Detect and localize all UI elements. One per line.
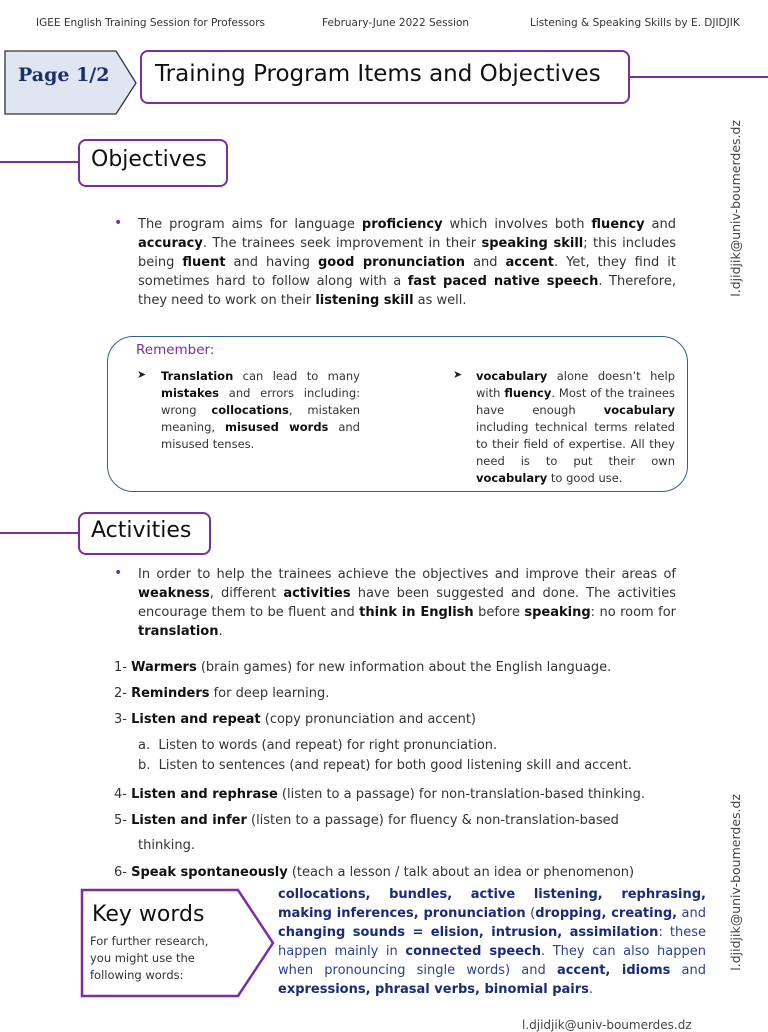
keywords-heading: Key words [92,902,205,927]
objectives-heading: Objectives [91,147,207,172]
header-center: February-June 2022 Session [322,17,470,29]
activity-subitem-b [138,758,632,773]
side-email-bottom: l.djidjik@univ-boumerdes.dz [728,794,743,971]
activity-item-1: 1- Warmers (brain games) for new information about the English language. [114,660,612,675]
activity-item-2: 2- Reminders for deep learning. [114,686,330,701]
page-title: Training Program Items and Objectives [155,61,601,87]
side-email-top: l.djidjik@univ-boumerdes.dz [728,120,743,297]
subitem-a-letter: a. [138,738,151,753]
activity-item-5-cont: thinking. [138,838,195,853]
remember-right-text: vocabulary alone doesn’t help with fluency. Most of the trainees have enough vocabulary including technical terms related to their field of expertise. All they need is to put their own vocabulary to good use. [476,369,675,485]
remember-right-arrow-icon: ➤ [453,368,463,381]
activity-subitem-a [138,738,497,753]
activities-heading: Activities [91,518,192,543]
activity-item-6: 6- Speak spontaneously (teach a lesson / talk about an idea or phenomenon) [114,865,635,880]
activity-item-3: 3- Listen and repeat (copy pronunciation and accent) [114,712,476,727]
remember-left-text: Translation can lead to many mistakes and errors including: wrong collocations, mistaken meaning, misused words and misused tenses. [161,369,360,451]
objectives-line [0,161,80,163]
subitem-b-text: Listen to sentences (and repeat) for both good listening skill and accent. [158,758,632,773]
footer-email: l.djidjik@univ-boumerdes.dz [522,1018,692,1032]
subitem-a-text: Listen to words (and repeat) for right pronunciation. [158,738,498,753]
activities-bullet: • [114,565,123,581]
activity-item-5: 5- Listen and infer (listen to a passage) for fluency & non-translation-based [114,813,619,828]
title-line [628,76,768,78]
activity-item-4: 4- Listen and rephrase (listen to a passage) for non-translation-based thinking. [114,787,645,802]
remember-left-arrow-icon: ➤ [137,368,147,381]
header-left: IGEE English Training Session for Professors [36,17,266,29]
keywords-sub: For further research, you might use the following words: [90,934,209,982]
keywords-text: collocations, bundles, active listening, rephrasing, making inferences, pronunciation (dropping, creating, and changing sounds = elision, intrusion, assimilation: these happen mainly in connected speech. They can also happen when pronouncing single words) and accent, idioms and expressions, phrasal verbs, binomial pairs. [278,887,707,997]
header-right: Listening & Speaking Skills by E. DJIDJIK [530,17,740,29]
remember-label: Remember: [136,342,215,358]
objectives-bullet: • [114,215,123,231]
activities-line [0,532,80,534]
subitem-b-letter: b. [138,758,151,773]
page-label: Page 1/2 [18,64,110,86]
objectives-paragraph: The program aims for language proficiency which involves both fluency and accuracy. The trainees seek improvement in their speaking skill; this includes being fluent and having good pronunciation and accent. Yet, they find it sometimes hard to follow along with a fast paced native speech. Therefore, they need to work on their listening skill as well. [138,217,677,308]
activities-paragraph: In order to help the trainees achieve the objectives and improve their areas of weakness, different activities have been suggested and done. The activities encourage them to be fluent and think in English before speaking: no room for translation. [138,567,677,639]
